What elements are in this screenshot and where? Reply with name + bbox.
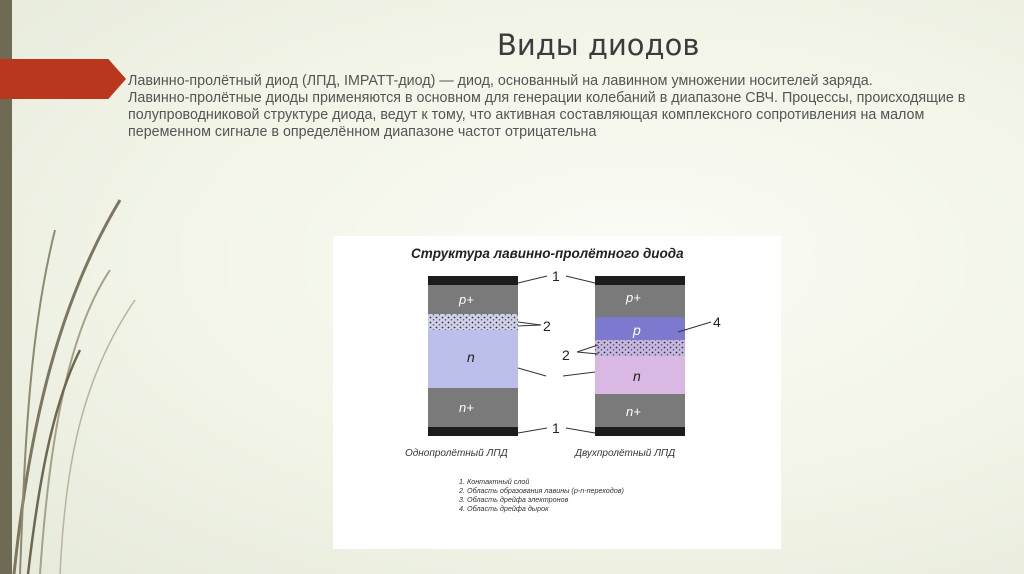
legend-item: 4. Область дрейфа дырок: [459, 504, 549, 513]
right-p-plus-label: p+: [626, 290, 641, 305]
slide-body: [128, 73, 978, 141]
right-top-contact: [595, 276, 685, 285]
left-n-plus-label: n+: [459, 400, 474, 415]
figure-caption: Структура лавинно-пролётного диода: [411, 246, 684, 261]
legend-item: 1. Контактный слой: [459, 477, 530, 486]
right-bottom-contact: [595, 427, 685, 436]
callout-2-right: 2: [562, 347, 570, 363]
paragraph-application: Лавинно-пролётные диоды применяются в основном для генерации колебаний в диапазоне СВЧ. Процессы, происходящие в полупроводниковой структуре диода, ведут к тому, что активная составляющая комплексного сопротивления на малом переменном сигнале в определённом диапазоне частот отрицательна: [128, 90, 966, 140]
callout-1-top: 1: [552, 268, 560, 284]
callout-2-left: 2: [543, 318, 551, 334]
legend-item: 3. Область дрейфа электронов: [459, 495, 569, 504]
right-n-label: n: [633, 368, 641, 384]
title-accent-ribbon: [0, 59, 126, 99]
right-p-label: p: [633, 322, 641, 338]
paragraph-definition: Лавинно-пролётный диод (ЛПД, IMPATT-диод) — диод, основанный на лавинном умножении носителей заряда.: [128, 73, 873, 89]
left-n-label: n: [467, 349, 475, 365]
callout-1-bottom: 1: [552, 420, 560, 436]
left-top-contact: [428, 276, 518, 285]
left-diode-name: Однопролётный ЛПД: [405, 448, 508, 459]
diode-structure-figure: [333, 236, 781, 549]
legend-item: 2. Область образования лавины (p-n-переходов): [459, 486, 624, 495]
left-p-plus-label: p+: [459, 292, 474, 307]
figure-legend: [458, 477, 624, 513]
diode-structure-diagram: [333, 236, 781, 549]
right-n-plus-label: n+: [626, 404, 641, 419]
right-diode: [574, 276, 685, 459]
callout-4: 4: [713, 314, 721, 330]
left-bottom-contact: [428, 427, 518, 436]
left-diode: [405, 276, 518, 459]
slide-title: Виды диодов: [497, 28, 700, 62]
right-diode-name: Двухпролётный ЛПД: [575, 448, 676, 459]
